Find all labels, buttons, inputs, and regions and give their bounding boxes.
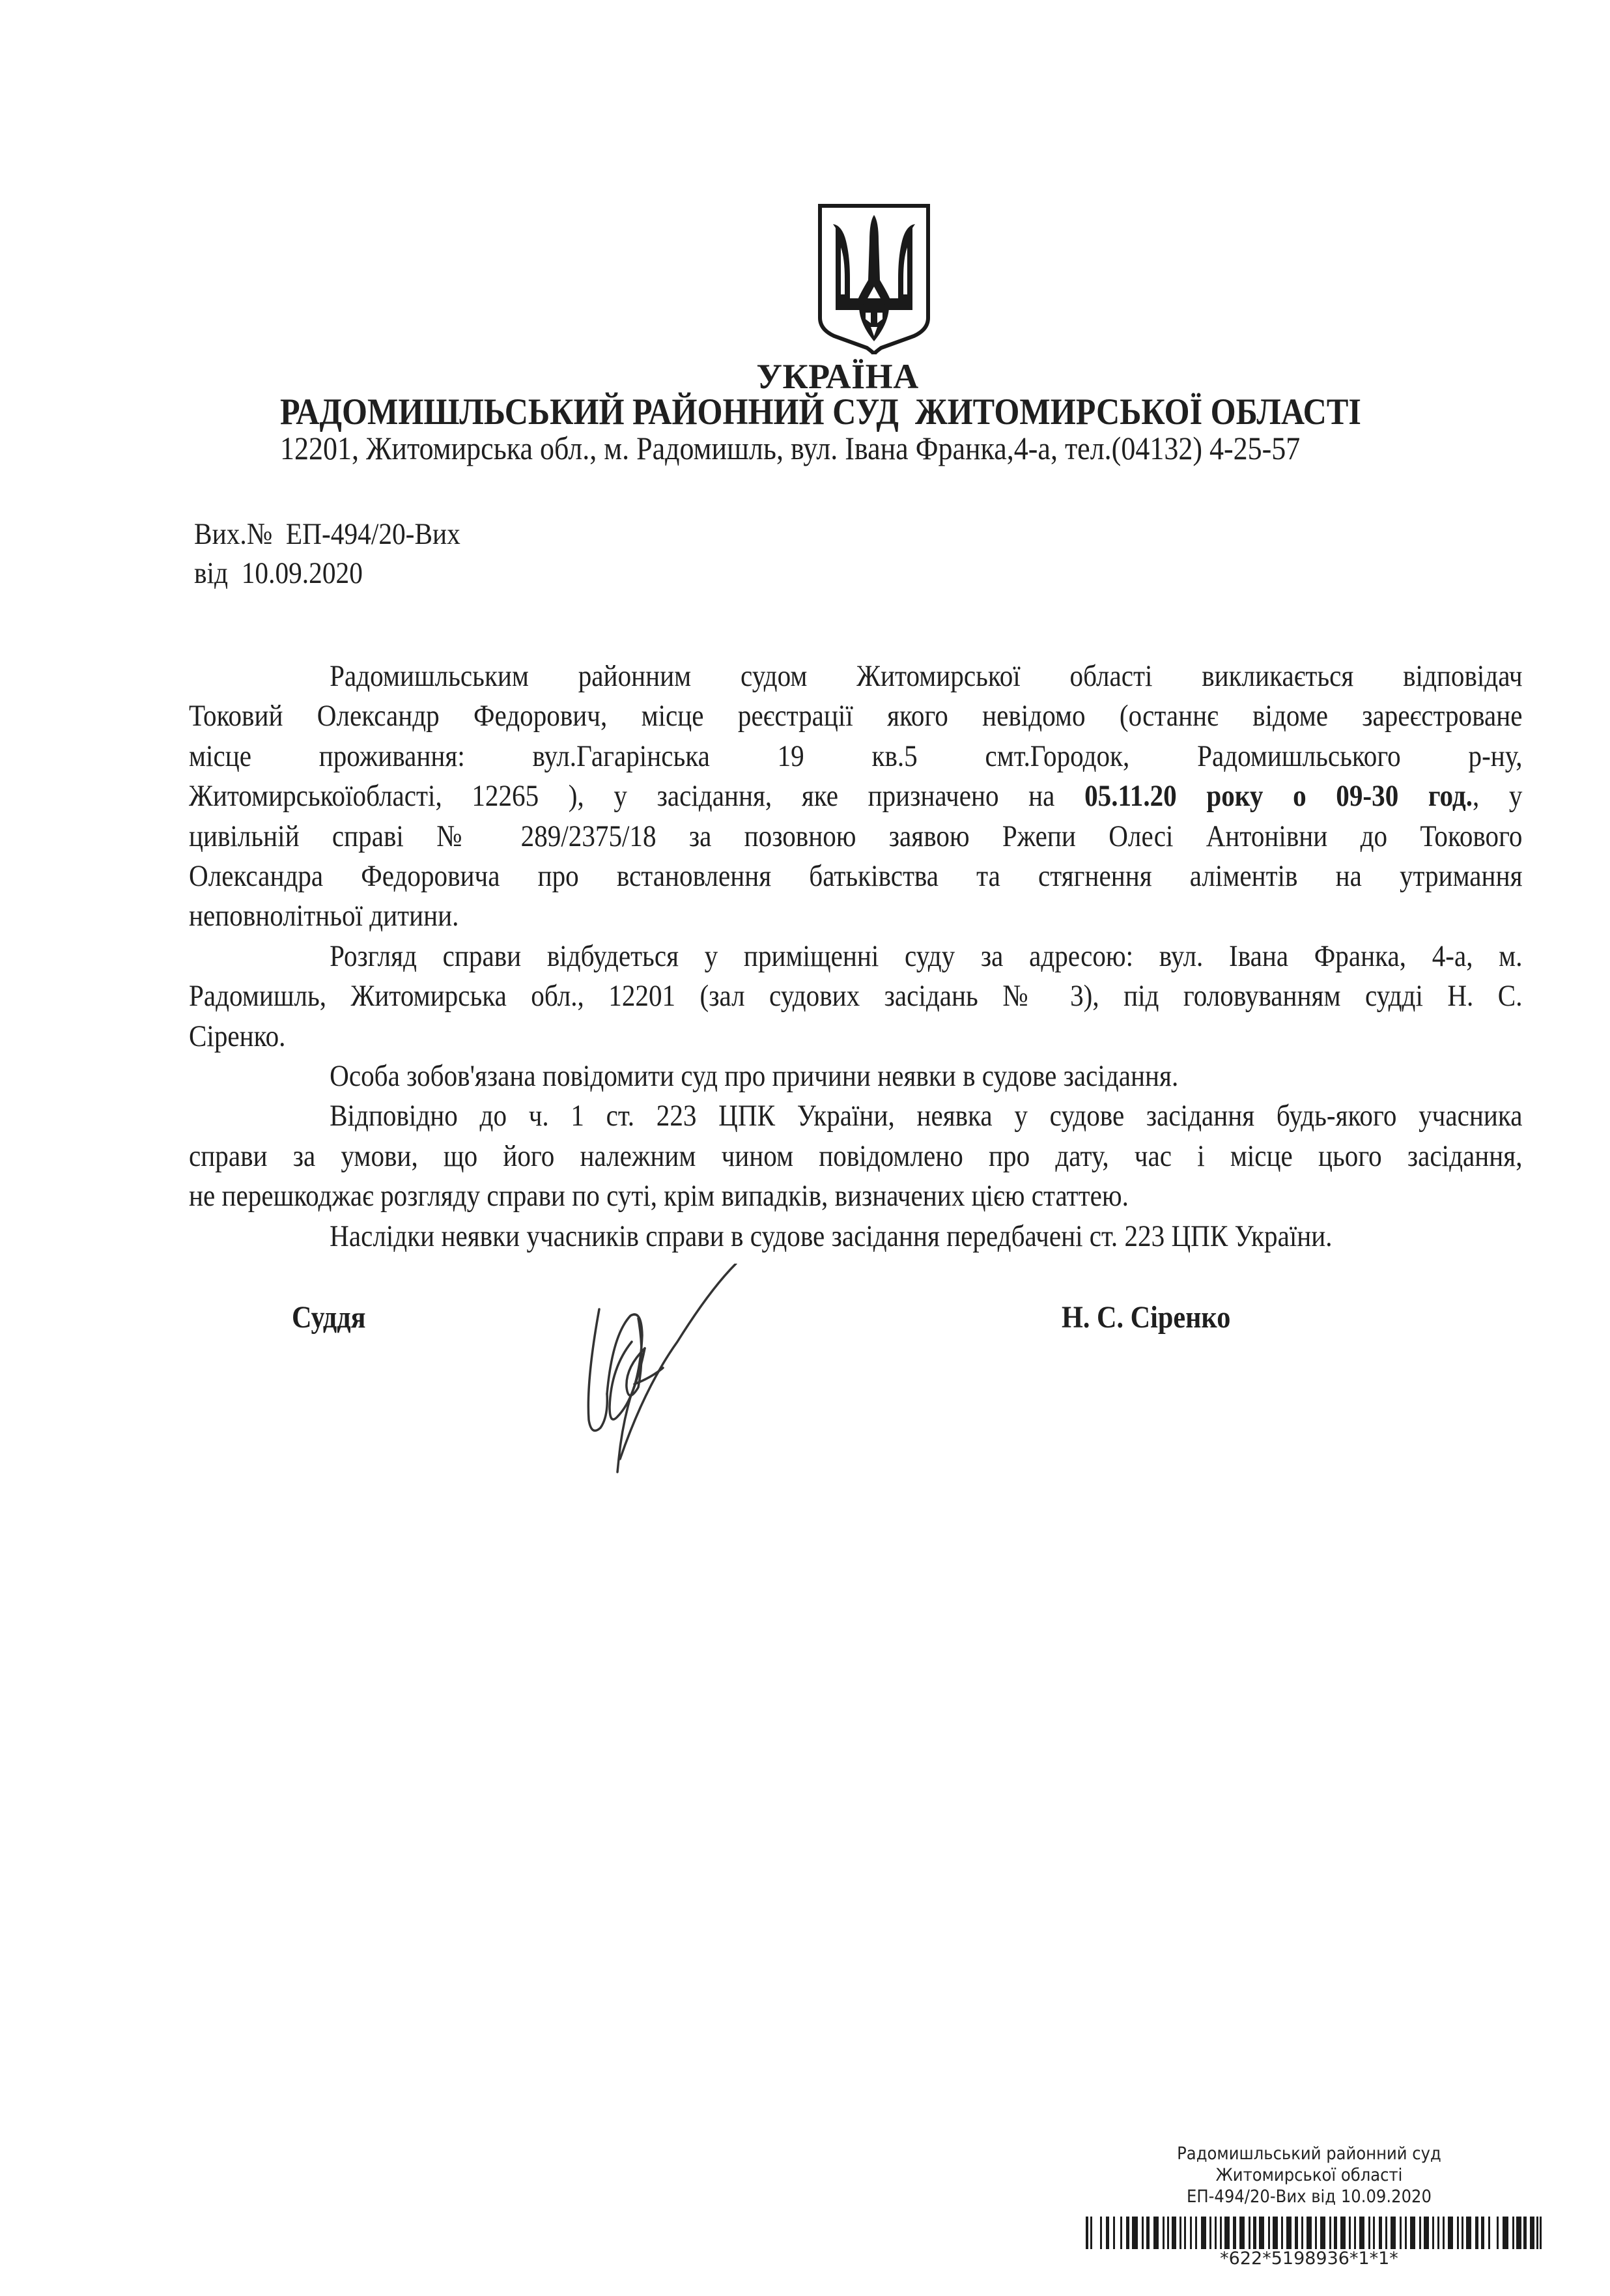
outgoing-number-line bbox=[194, 515, 460, 554]
hearing-datetime: 05.11.20 року о 09-30 год. bbox=[1084, 779, 1473, 814]
paragraph-summons bbox=[189, 657, 1523, 937]
body-line: Радомишльським районним судом Житомирської області викликається відповідач bbox=[330, 659, 1523, 693]
outgoing-date-line bbox=[194, 554, 460, 593]
outgoing-date: 10.09.2020 bbox=[241, 556, 363, 590]
outgoing-date-label: від bbox=[194, 556, 229, 590]
body-line: не перешкоджає розгляду справи по суті, крім випадків, визначених цією статтею. bbox=[189, 1179, 1129, 1213]
body-line: неповнолітньої дитини. bbox=[189, 899, 459, 933]
outgoing-number-label: Вих.№ bbox=[194, 517, 273, 551]
court-address: 12201, Житомирська обл., м. Радомишль, вул. Івана Франка,4-а, тел.(04132) 4-25-57 bbox=[280, 430, 1301, 466]
judge-name: Н. С. Сіренко bbox=[1062, 1300, 1231, 1335]
stamp-region-line: Житомирської області bbox=[1215, 2165, 1403, 2185]
country-title: УКРАЇНА bbox=[756, 357, 919, 396]
body-line: місце проживання: вул.Гагарінська 19 кв.5 смт.Городок, Радомишльського р-ну, bbox=[189, 739, 1523, 773]
body-line: Олександра Федоровича про встановлення батьківства та стягнення аліментів на утримання bbox=[189, 859, 1523, 894]
outgoing-number: ЕП-494/20-Вих bbox=[285, 517, 460, 551]
stamp-court-line: Радомишльський районний суд bbox=[1177, 2144, 1441, 2164]
paragraph-obligation bbox=[189, 1056, 1523, 1096]
body-line: цивільній справі № 289/2375/18 за позовною заявою Ржепи Олесі Антонівни до Токового bbox=[189, 819, 1523, 853]
court-name-title: РАДОМИШЛЬСЬКИЙ РАЙОННИЙ СУД ЖИТОМИРСЬКОЇ ОБЛАСТІ bbox=[280, 391, 1361, 432]
body-line: Відповідно до ч. 1 ст. 223 ЦПК України, неявка у судове засідання будь-якого учасника bbox=[330, 1099, 1523, 1133]
body-line: Сіренко. bbox=[189, 1019, 286, 1053]
body-line: Радомишль, Житомирська обл., 12201 (зал судових засідань № 3), під головуванням судді Н. С. bbox=[189, 979, 1523, 1013]
barcode-icon bbox=[1086, 2217, 1542, 2249]
ukraine-trident-coat-of-arms-icon bbox=[816, 202, 932, 357]
barcode-number: *622*5198936*1*1* bbox=[1220, 2248, 1398, 2269]
judge-label: Суддя bbox=[292, 1300, 366, 1335]
body-line: справи за умови, що його належним чином повідомлено про дату, час і місце цього засідання, bbox=[189, 1139, 1523, 1173]
stamp-ref-line: ЕП-494/20-Вих від 10.09.2020 bbox=[1187, 2187, 1432, 2207]
body-line: Розгляд справи відбудеться у приміщенні суду за адресою: вул. Івана Франка, 4-а, м. bbox=[330, 939, 1523, 973]
body-line-hearing-date: Житомирськоїобласті, 12265 ), у засідання, яке призначено на 05.11.20 року о 09-30 год., у bbox=[189, 779, 1523, 814]
registration-stamp bbox=[1104, 2143, 1514, 2207]
summons-body bbox=[189, 657, 1523, 1256]
body-line: Токовий Олександр Федорович, місце реєстрації якого невідомо (останнє відоме зареєстроване bbox=[189, 699, 1523, 733]
body-line: Наслідки неявки учасників справи в судове засідання передбачені ст. 223 ЦПК України. bbox=[330, 1219, 1333, 1253]
outgoing-reference bbox=[194, 515, 460, 593]
body-line: Особа зобов'язана повідомити суд про причини неявки в судове засідання. bbox=[330, 1059, 1179, 1094]
handwritten-signature-icon bbox=[567, 1264, 827, 1479]
paragraph-article-223 bbox=[189, 1096, 1523, 1216]
paragraph-hearing-location bbox=[189, 937, 1523, 1056]
paragraph-consequences bbox=[189, 1217, 1523, 1256]
